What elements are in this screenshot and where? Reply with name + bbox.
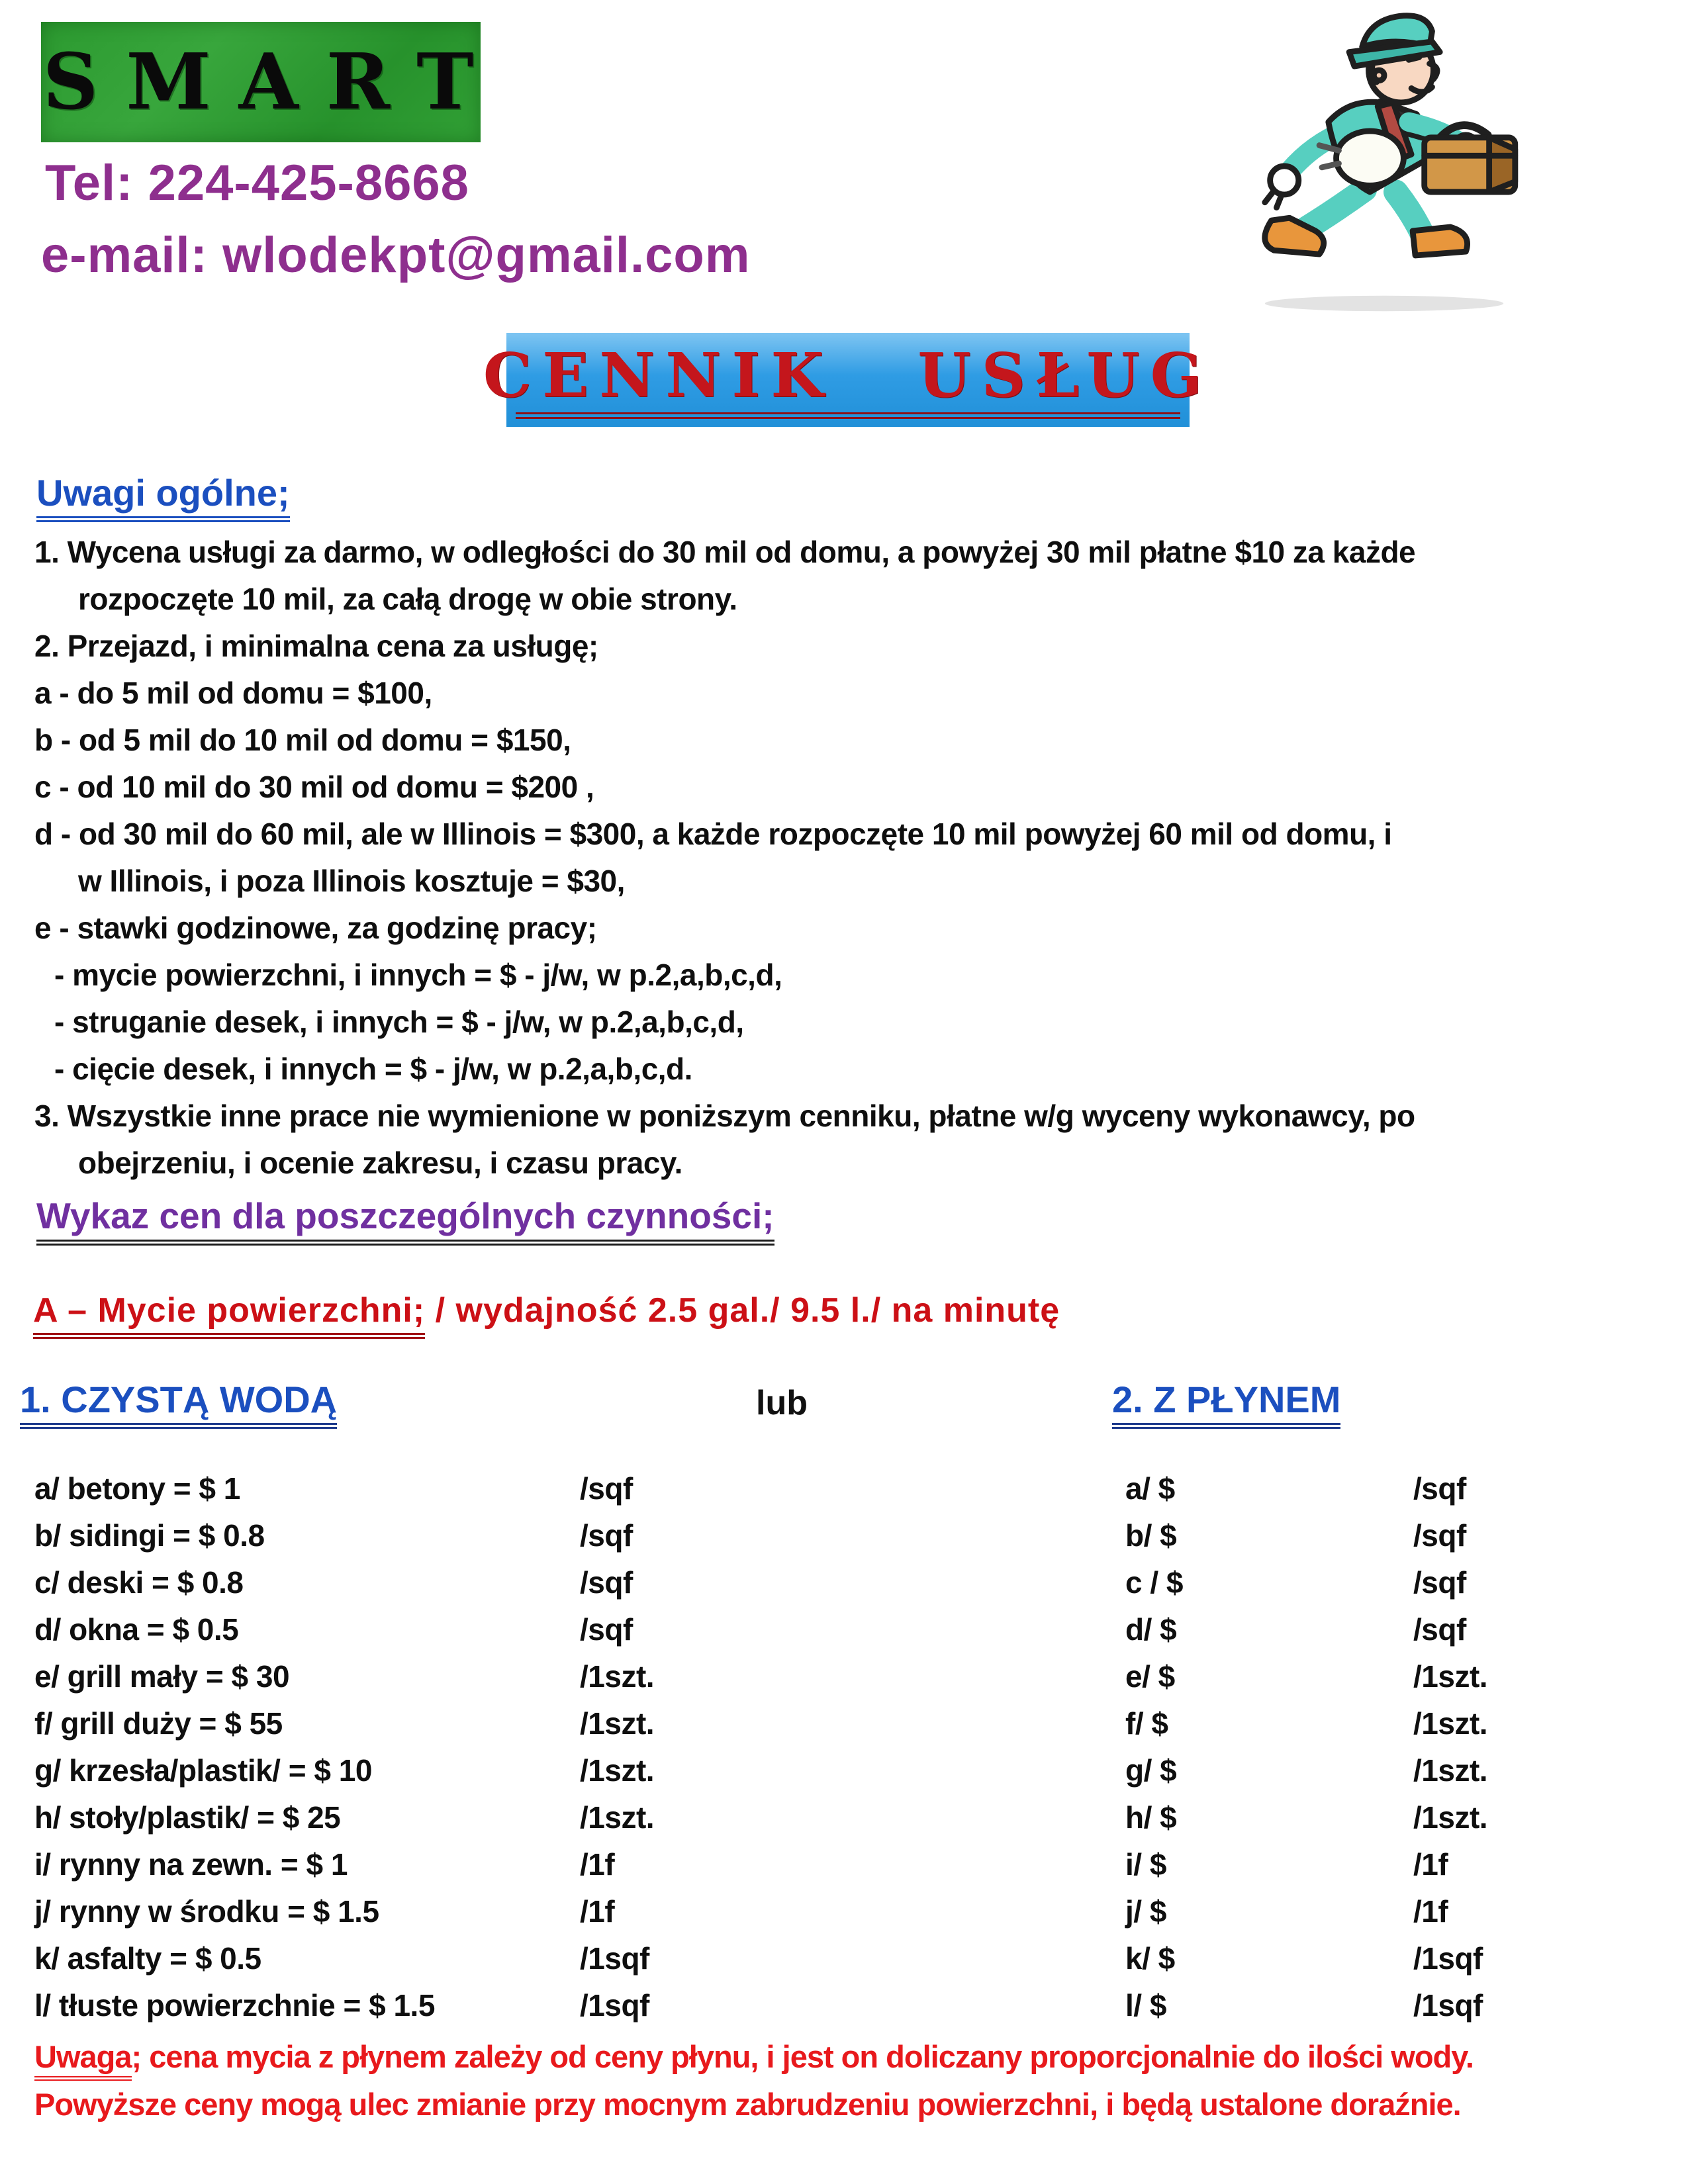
price-row-label: d/ okna = $ 0.5 bbox=[34, 1612, 239, 1647]
section-a-title: A – Mycie powierzchni; bbox=[33, 1291, 425, 1339]
price-row-unit: /sqf bbox=[580, 1565, 633, 1600]
note-line: - mycie powierzchni, i innych = $ - j/w, w p.2,a,b,c,d, bbox=[54, 958, 782, 992]
price-row-label: f/ grill duży = $ 55 bbox=[34, 1706, 283, 1741]
note-line: rozpoczęte 10 mil, za całą drogę w obie strony. bbox=[78, 582, 737, 616]
note-line: w Illinois, i poza Illinois kosztuje = $30, bbox=[78, 864, 625, 898]
price-row-label: l/ tłuste powierzchnie = $ 1.5 bbox=[34, 1988, 435, 2023]
price-row-label: l/ $ bbox=[1125, 1988, 1166, 2023]
note-line: c - od 10 mil do 30 mil od domu = $200 , bbox=[34, 770, 594, 804]
price-row-unit: /1f bbox=[580, 1894, 615, 1929]
price-row-label: c/ deski = $ 0.8 bbox=[34, 1565, 244, 1600]
price-row-unit: /1f bbox=[1413, 1847, 1448, 1882]
note-line: - cięcie desek, i innych = $ - j/w, w p.2,a,b,c,d. bbox=[54, 1052, 692, 1086]
price-row-label: g/ $ bbox=[1125, 1753, 1177, 1788]
price-row-label: b/ sidingi = $ 0.8 bbox=[34, 1518, 265, 1553]
price-row-unit: /1szt. bbox=[580, 1706, 655, 1741]
warning-prefix: Uwaga bbox=[34, 2039, 132, 2081]
price-row-unit: /1szt. bbox=[1413, 1800, 1488, 1835]
column-heading-clean-water: 1. CZYSTĄ WODĄ bbox=[20, 1378, 337, 1421]
general-notes bbox=[34, 529, 1415, 1187]
price-row-unit: /sqf bbox=[1413, 1565, 1466, 1600]
price-row-label: d/ $ bbox=[1125, 1612, 1177, 1647]
price-row-label: e/ grill mały = $ 30 bbox=[34, 1659, 290, 1694]
column-separator-label: lub bbox=[756, 1384, 808, 1422]
title-banner bbox=[483, 333, 1213, 427]
price-row-label: a/ $ bbox=[1125, 1471, 1175, 1506]
price-row-label: j/ rynny w środku = $ 1.5 bbox=[34, 1894, 379, 1929]
price-row-unit: /1f bbox=[580, 1847, 615, 1882]
note-line: 3. Wszystkie inne prace nie wymienione w poniższym cenniku, płatne w/g wyceny wykonawcy, po bbox=[34, 1099, 1415, 1133]
price-row-label: f/ $ bbox=[1125, 1706, 1168, 1741]
price-row-label: i/ rynny na zewn. = $ 1 bbox=[34, 1847, 348, 1882]
price-row-unit: /1szt. bbox=[580, 1800, 655, 1835]
note-line: 2. Przejazd, i minimalna cena za usługę; bbox=[34, 629, 598, 663]
price-row-label: k/ asfalty = $ 0.5 bbox=[34, 1941, 261, 1976]
price-row-unit: /1sqf bbox=[1413, 1988, 1483, 2023]
note-line: - struganie desek, i innych = $ - j/w, w p.2,a,b,c,d, bbox=[54, 1005, 744, 1039]
price-row-unit: /sqf bbox=[1413, 1612, 1466, 1647]
price-row-label: h/ $ bbox=[1125, 1800, 1177, 1835]
warning-line-2: Powyższe ceny mogą ulec zmianie przy mocnym zabrudzeniu powierzchni, i będą ustalone doraźnie. bbox=[34, 2087, 1461, 2122]
price-row-unit: /1szt. bbox=[1413, 1706, 1488, 1741]
note-line: obejrzeniu, i ocenie zakresu, i czasu pracy. bbox=[78, 1146, 682, 1180]
page-title: CENNIK USŁUG bbox=[483, 340, 1213, 411]
right-price-labels bbox=[1125, 1465, 1183, 2029]
price-row-unit: /1szt. bbox=[1413, 1753, 1488, 1788]
price-row-label: g/ krzesła/plastik/ = $ 10 bbox=[34, 1753, 372, 1788]
note-line: d - od 30 mil do 60 mil, ale w Illinois = $300, a każde rozpoczęte 10 mil powyżej 60 mil od domu, i bbox=[34, 817, 1392, 851]
smart-logo bbox=[41, 22, 502, 142]
price-row-label: a/ betony = $ 1 bbox=[34, 1471, 240, 1506]
price-row-unit: /1sqf bbox=[580, 1941, 649, 1976]
price-row-unit: /sqf bbox=[1413, 1471, 1466, 1506]
price-row-unit: /sqf bbox=[580, 1612, 633, 1647]
price-row-unit: /1szt. bbox=[1413, 1659, 1488, 1694]
logo-text: SMART bbox=[42, 37, 502, 127]
note-line: b - od 5 mil do 10 mil od domu = $150, bbox=[34, 723, 571, 757]
price-row-unit: /1szt. bbox=[580, 1659, 655, 1694]
warning-text: ; cena mycia z płynem zależy od ceny płynu, i jest on doliczany proporcjonalnie do ilości wody. bbox=[131, 2039, 1474, 2074]
general-notes-heading: Uwagi ogólne; bbox=[36, 471, 290, 514]
section-a-heading bbox=[33, 1291, 1060, 1330]
price-row-unit: /sqf bbox=[1413, 1518, 1466, 1553]
price-row-label: e/ $ bbox=[1125, 1659, 1175, 1694]
banner-underline bbox=[516, 412, 1180, 419]
price-row-label: h/ stoły/plastik/ = $ 25 bbox=[34, 1800, 341, 1835]
price-row-label: k/ $ bbox=[1125, 1941, 1175, 1976]
price-row-unit: /sqf bbox=[580, 1518, 633, 1553]
left-price-labels bbox=[34, 1465, 435, 2029]
note-line: e - stawki godzinowe, za godzinę pracy; bbox=[34, 911, 597, 945]
price-row-unit: /sqf bbox=[580, 1471, 633, 1506]
phone-number: Tel: 224-425-8668 bbox=[45, 155, 469, 211]
handyman-icon bbox=[1233, 8, 1536, 319]
price-list-heading: Wykaz cen dla poszczególnych czynności; bbox=[36, 1195, 774, 1237]
note-line: 1. Wycena usługi za darmo, w odległości do 30 mil od domu, a powyżej 30 mil płatne $10 za każde bbox=[34, 535, 1416, 569]
warning-line-1 bbox=[34, 2038, 1474, 2075]
price-row-label: j/ $ bbox=[1125, 1894, 1166, 1929]
column-heading-with-liquid: 2. Z PŁYNEM bbox=[1112, 1378, 1340, 1421]
price-row-label: i/ $ bbox=[1125, 1847, 1166, 1882]
email-address: e-mail: wlodekpt@gmail.com bbox=[41, 227, 751, 283]
price-row-label: b/ $ bbox=[1125, 1518, 1177, 1553]
right-price-units bbox=[1413, 1465, 1487, 2029]
section-a-subtitle: / wydajność 2.5 gal./ 9.5 l./ na minutę bbox=[425, 1291, 1060, 1330]
price-row-unit: /1f bbox=[1413, 1894, 1448, 1929]
price-row-unit: /1szt. bbox=[580, 1753, 655, 1788]
price-row-unit: /1sqf bbox=[580, 1988, 649, 2023]
left-price-units bbox=[580, 1465, 654, 2029]
note-line: a - do 5 mil od domu = $100, bbox=[34, 676, 432, 710]
price-row-unit: /1sqf bbox=[1413, 1941, 1483, 1976]
price-row-label: c / $ bbox=[1125, 1565, 1184, 1600]
